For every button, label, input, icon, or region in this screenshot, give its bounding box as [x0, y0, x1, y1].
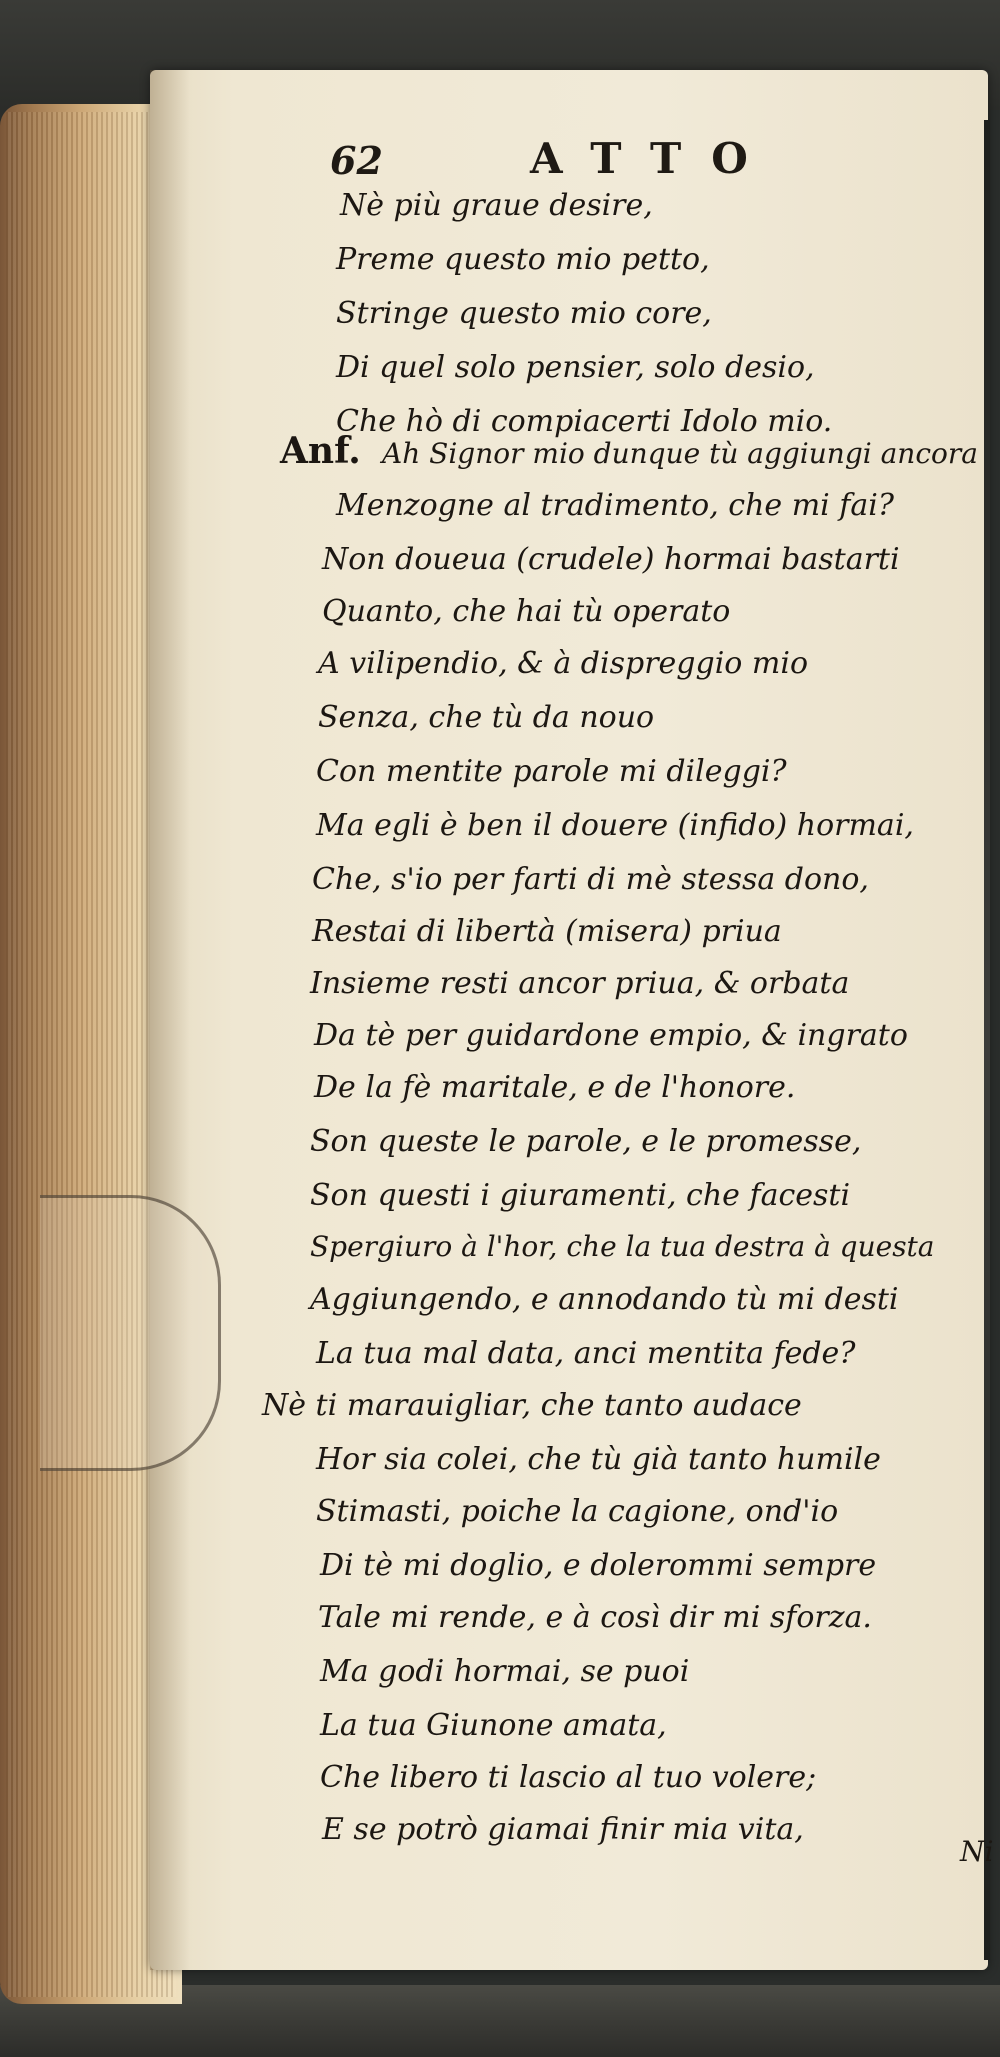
verse-line: Stimasti, poiche la cagione, ond'io: [316, 1494, 839, 1529]
verse-line: Nè più graue desire,: [340, 188, 653, 223]
verse-line: Hor sia colei, che tù già tanto humile: [316, 1442, 881, 1477]
verse-line: Tale mi rende, e à così dir mi sforza.: [318, 1600, 872, 1635]
verse-line: Con mentite parole mi dileggi?: [316, 754, 787, 789]
verse-line: La tua Giunone amata,: [320, 1708, 667, 1743]
verse-line: Che libero ti lascio al tuo volere;: [320, 1760, 817, 1795]
catchword: Ni: [960, 1835, 994, 1868]
speaker-name: Anf.: [280, 430, 361, 472]
verse-line: Stringe questo mio core,: [336, 296, 712, 331]
verse-line: Ma egli è ben il douere (infido) hormai,: [316, 808, 914, 843]
verse-line: Senza, che tù da nouo: [318, 700, 655, 735]
verse-line: Ma godi hormai, se puoi: [320, 1654, 690, 1689]
verse-line: Da tè per guidardone empio, & ingrato: [314, 1018, 908, 1053]
page-number: 62: [330, 138, 383, 183]
verse-line: Non doueua (crudele) hormai bastarti: [322, 542, 900, 577]
verse-line: Che, s'io per farti di mè stessa dono,: [312, 862, 869, 897]
verse-line: Quanto, che hai tù operato: [322, 594, 731, 629]
verse-line: Di tè mi doglio, e dolerommi sempre: [320, 1548, 877, 1583]
verse-line: La tua mal data, anci mentita fede?: [316, 1336, 856, 1371]
verse-line: Di quel solo pensier, solo desio,: [336, 350, 815, 385]
verse-line: Menzogne al tradimento, che mi fai?: [336, 488, 894, 523]
gutter-shadow: [150, 70, 190, 1970]
verse-line: Che hò di compiacerti Idolo mio.: [336, 404, 833, 439]
verse-line: E se potrò giamai finir mia vita,: [322, 1812, 804, 1847]
page-right-edge: [984, 120, 990, 1960]
verse-line: Preme questo mio petto,: [336, 242, 710, 277]
verse-line: Son questi i giuramenti, che facesti: [310, 1178, 851, 1213]
verse-line: Ah Signor mio dunque tù aggiungi ancora: [382, 437, 978, 470]
verse-line: Insieme resti ancor priua, & orbata: [310, 966, 850, 1001]
verse-line: Restai di libertà (misera) priua: [312, 914, 782, 949]
verse-line: Son queste le parole, e le promesse,: [310, 1124, 862, 1159]
book-clip: [40, 1195, 221, 1471]
verse-line: Spergiuro à l'hor, che la tua destra à questa: [310, 1230, 935, 1263]
verse-line: A vilipendio, & à dispreggio mio: [318, 646, 809, 681]
running-head: ATTO: [530, 134, 778, 183]
verse-line: Nè ti marauigliar, che tanto audace: [262, 1388, 802, 1423]
verse-line: Aggiungendo, e annodando tù mi desti: [310, 1282, 899, 1317]
verse-line: De la fè maritale, e de l'honore.: [314, 1070, 796, 1105]
